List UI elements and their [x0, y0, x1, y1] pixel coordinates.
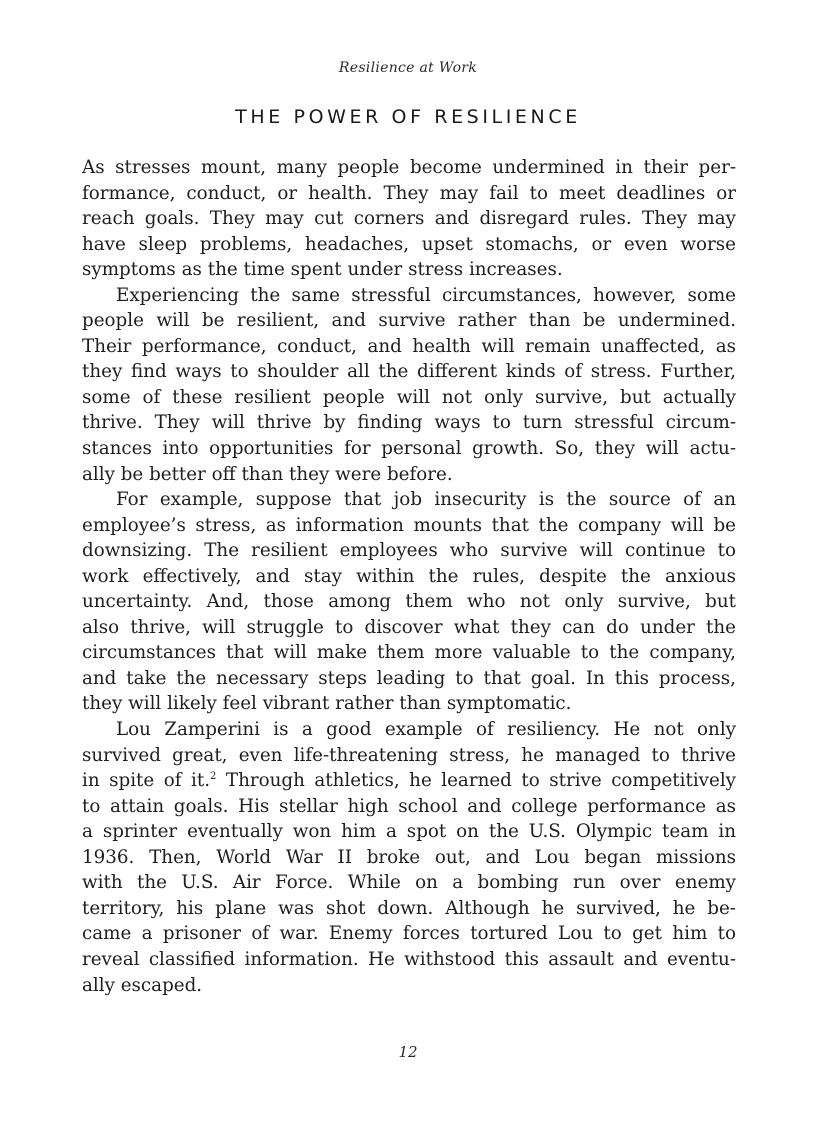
text-line: a sprinter eventually won him a spot on the U.S. Olympic team in [82, 821, 736, 843]
page-number: 12 [398, 1043, 418, 1061]
running-head: Resilience at Work [338, 60, 478, 76]
text-line: stances into opportunities for personal growth. So, they will actu- [82, 438, 736, 460]
section-title: THE POWER OF RESILIENCE [235, 106, 581, 128]
text-line: have sleep problems, headaches, upset stomachs, or even worse [82, 233, 736, 255]
paragraph-1 [82, 155, 736, 283]
text-line: they will likely feel vibrant rather than symptomatic. [82, 693, 572, 715]
text-line: ally be better off than they were before. [82, 463, 453, 485]
text-line: thrive. They will thrive by finding ways to turn stressful circum- [82, 412, 736, 434]
text-line: Their performance, conduct, and health will remain unaffected, as [82, 335, 736, 357]
text-line: ally escaped. [82, 974, 203, 996]
text-line: survived great, even life-threatening stress, he managed to thrive [82, 744, 736, 766]
text-line: reach goals. They may cut corners and disregard rules. They may [82, 208, 736, 230]
text-line: work effectively, and stay within the rules, despite the anxious [82, 565, 736, 587]
text-line: For example, suppose that job insecurity is the source of an [116, 489, 736, 511]
text-line: with the U.S. Air Force. While on a bombing run over enemy [82, 872, 736, 894]
text-line-segment: Through athletics, he learned to strive competitively [216, 770, 736, 792]
text-line-segment: in spite of it. [82, 770, 211, 792]
paragraph-3 [82, 487, 736, 717]
text-line: circumstances that will make them more valuable to the company, [82, 642, 736, 664]
text-line: 1936. Then, World War II broke out, and Lou began missions [82, 846, 736, 868]
text-line: came a prisoner of war. Enemy forces tortured Lou to get him to [82, 923, 736, 945]
text-line: employee’s stress, as information mounts that the company will be [82, 514, 736, 536]
paragraph-2 [82, 283, 736, 487]
text-line: territory, his plane was shot down. Although he survived, he be- [82, 897, 736, 919]
text-line: reveal classified information. He withstood this assault and eventu- [82, 948, 736, 970]
text-line: some of these resilient people will not only survive, but actually [82, 386, 736, 408]
text-line: people will be resilient, and survive rather than be undermined. [82, 310, 736, 332]
paragraph-4 [82, 717, 736, 998]
text-line: formance, conduct, or health. They may fail to meet deadlines or [82, 182, 736, 204]
text-line: they find ways to shoulder all the different kinds of stress. Further, [82, 361, 736, 383]
text-line-with-footnote [82, 768, 736, 794]
footnote-marker[interactable]: 2 [210, 771, 217, 783]
body-text [82, 155, 736, 998]
text-line: uncertainty. And, those among them who not only survive, but [82, 591, 736, 613]
text-line: symptoms as the time spent under stress increases. [82, 259, 563, 281]
text-line: to attain goals. His stellar high school and college performance as [82, 795, 736, 817]
text-line: As stresses mount, many people become undermined in their per- [82, 157, 736, 178]
text-line: Experiencing the same stressful circumstances, however, some [116, 284, 736, 306]
text-line: Lou Zamperini is a good example of resiliency. He not only [116, 719, 736, 741]
text-line: downsizing. The resilient employees who survive will continue to [82, 540, 736, 562]
text-line: and take the necessary steps leading to that goal. In this process, [82, 667, 736, 689]
text-line: also thrive, will struggle to discover what they can do under the [82, 616, 736, 638]
